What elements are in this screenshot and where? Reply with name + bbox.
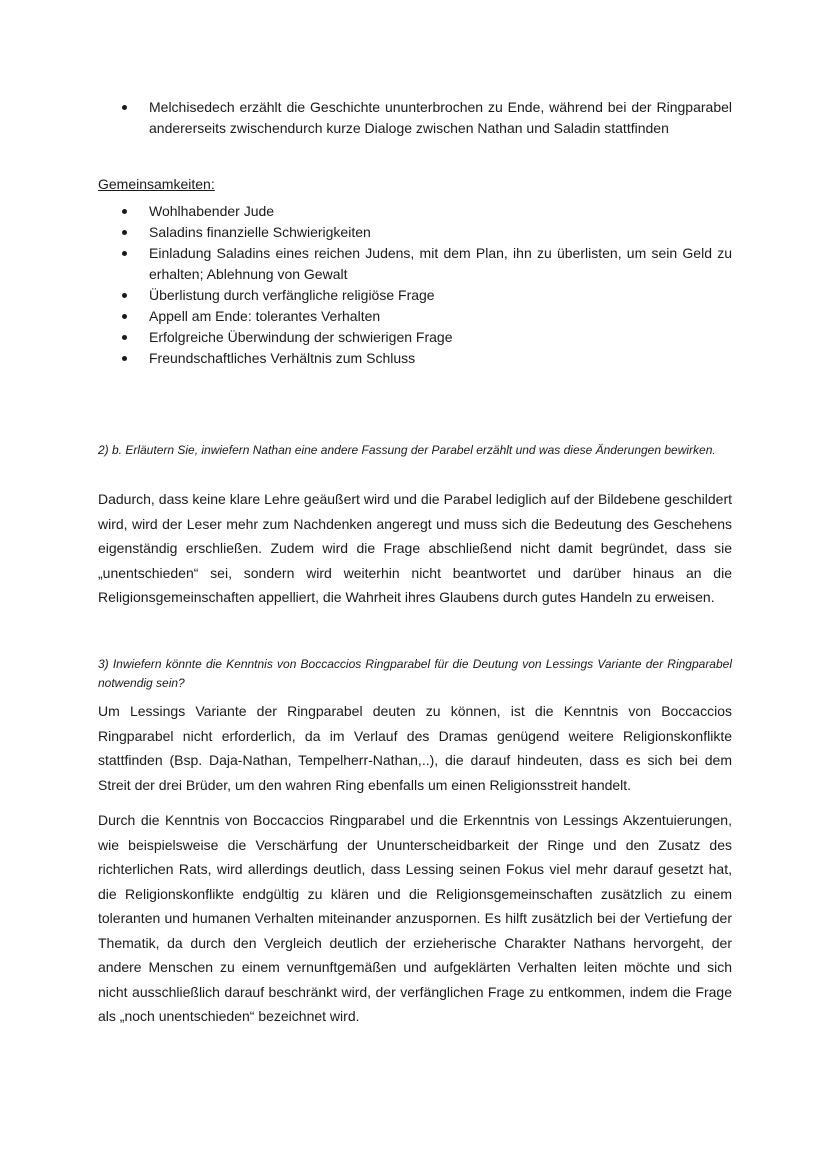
list-item <box>122 243 732 285</box>
question-2-heading: 2) b. Erläutern Sie, inwiefern Nathan eine andere Fassung der Parabel erzählt und was diese Änderungen bewirken. <box>98 443 716 457</box>
question-3-heading: 3) Inwiefern könnte die Kenntnis von Boccaccios Ringparabel für die Deutung von Lessings Variante der Ringparabel notwendig sein? <box>98 657 732 690</box>
section-heading-common: Gemeinsamkeiten: <box>98 176 215 192</box>
list-item-text: Melchisedech erzählt die Geschichte ununterbrochen zu Ende, während bei der Ringparabel andererseits zwischendurch kurze Dialoge zwischen Nathan und Saladin stattfinden <box>149 99 732 136</box>
list-item-text: Wohlhabender Jude <box>149 203 275 219</box>
list-item <box>122 97 732 139</box>
list-item <box>122 285 732 306</box>
common-bullet-list <box>122 201 732 369</box>
list-item <box>122 222 732 243</box>
difference-bullet-list <box>122 97 732 139</box>
bullet-icon <box>122 293 127 298</box>
list-item-text: Appell am Ende: tolerantes Verhalten <box>149 308 381 324</box>
bullet-icon <box>122 251 127 256</box>
list-item-text: Erfolgreiche Überwindung der schwierigen Frage <box>149 329 453 345</box>
list-item-text: Freundschaftliches Verhältnis zum Schluss <box>149 350 416 366</box>
answer-3-paragraph-2: Durch die Kenntnis von Boccaccios Ringparabel und die Erkenntnis von Lessings Akzentuierungen, wie beispielsweise die Verschärfung der Ununterscheidbarkeit der Ringe und den Zusatz des richterlichen Rats, wird allerdings deutlich, dass Lessing seinen Fokus viel mehr darauf gesetzt hat, die Religionskonflikte endgültig zu klären und die Religionsgemeinschaften zusätzlich zu einem toleranten und humanen Verhalten miteinander anzuspornen. Es hilft zusätzlich bei der Vertiefung der Thematik, da durch den Vergleich deutlich der erzieherische Charakter Nathans hervorgeht, der andere Menschen zu einem vernunftgemäßen und aufgeklärten Verhalten leiten möchte und sich nicht ausschließlich darauf beschränkt wird, der verfänglichen Frage zu entkommen, indem die Frage als „noch unentschieden“ bezeichnet wird. <box>98 812 732 1024</box>
list-item <box>122 201 732 222</box>
bullet-icon <box>122 209 127 214</box>
answer-2-paragraph: Dadurch, dass keine klare Lehre geäußert wird und die Parabel lediglich auf der Bildebene geschildert wird, wird der Leser mehr zum Nachdenken angeregt und muss sich die Bedeutung des Geschehens eigenständig erschließen. Zudem wird die Frage abschließend nicht damit begründet, dass sie „unentschieden“ sei, sondern wird weiterhin nicht beantwortet und darüber hinaus an die Religionsgemeinschaften appelliert, die Wahrheit ihres Glaubens durch gutes Handeln zu erweisen. <box>98 491 732 605</box>
bullet-icon <box>122 105 127 110</box>
bullet-icon <box>122 356 127 361</box>
list-item-text: Einladung Saladins eines reichen Judens, mit dem Plan, ihn zu überlisten, um sein Geld zu erhalten; Ablehnung von Gewalt <box>149 245 732 282</box>
list-item <box>122 306 732 327</box>
answer-3-paragraph-1: Um Lessings Variante der Ringparabel deuten zu können, ist die Kenntnis von Boccaccios Ringparabel nicht erforderlich, da im Verlauf des Dramas genügend weitere Religionskonflikte stattfinden (Bsp. Daja-Nathan, Tempelherr-Nathan,..), die darauf hindeuten, dass es sich bei dem Streit der drei Brüder, um den wahren Ring ebenfalls um einen Religionsstreit handelt. <box>98 703 732 793</box>
list-item-text: Saladins finanzielle Schwierigkeiten <box>149 224 371 240</box>
list-item <box>122 348 732 369</box>
list-item <box>122 327 732 348</box>
bullet-icon <box>122 230 127 235</box>
list-item-text: Überlistung durch verfängliche religiöse Frage <box>149 287 435 303</box>
bullet-icon <box>122 335 127 340</box>
bullet-icon <box>122 314 127 319</box>
